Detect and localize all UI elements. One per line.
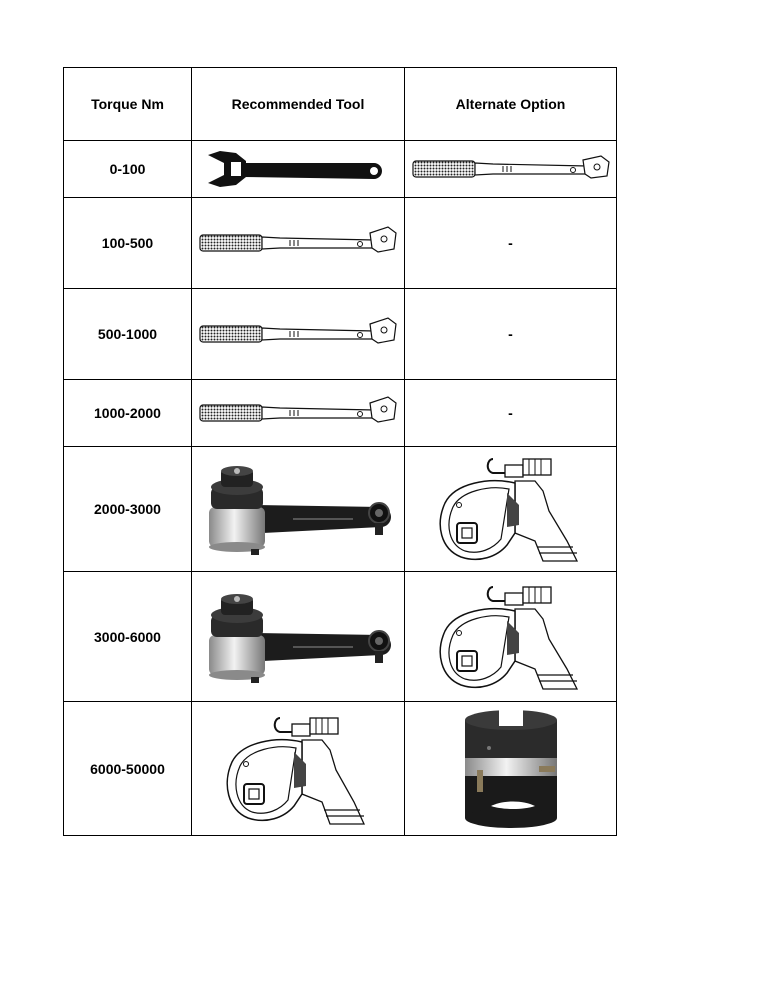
torque-range: 100-500 [64,198,192,289]
recommended-tool-cell [192,447,405,572]
table-row [64,198,617,289]
torque-range: 3000-6000 [64,572,192,702]
torque-range: 6000-50000 [64,702,192,836]
hydraulic-bolt-tensioner-icon [451,708,571,830]
table-row [64,702,617,836]
torque-range: 0-100 [64,141,192,198]
table-row [64,447,617,572]
alternate-option-cell [405,572,617,702]
recommended-tool-cell [192,702,405,836]
hydraulic-torque-wrench-icon [431,453,591,565]
torque-wrench-icon [198,314,398,354]
recommended-tool-cell [192,380,405,447]
torque-wrench-icon [411,152,611,186]
torque-multiplier-icon [201,591,396,683]
header-recommended-tool: Recommended Tool [192,68,405,141]
torque-range: 2000-3000 [64,447,192,572]
table-row [64,141,617,198]
torque-wrench-icon [198,393,398,433]
torque-multiplier-icon [201,463,396,555]
alternate-option-dash: - [405,289,617,380]
table-row [64,572,617,702]
alternate-option-dash: - [405,380,617,447]
alternate-option-cell [405,447,617,572]
table-row [64,289,617,380]
torque-tool-table [63,67,617,836]
header-torque: Torque Nm [64,68,192,141]
torque-range: 500-1000 [64,289,192,380]
recommended-tool-cell [192,289,405,380]
alternate-option-cell [405,702,617,836]
recommended-tool-cell [192,141,405,198]
recommended-tool-cell [192,572,405,702]
torque-wrench-icon [198,223,398,263]
alternate-option-cell [405,141,617,198]
recommended-tool-cell [192,198,405,289]
hydraulic-torque-wrench-icon [431,581,591,693]
table-row [64,380,617,447]
alternate-option-dash: - [405,198,617,289]
torque-range: 1000-2000 [64,380,192,447]
hydraulic-torque-wrench-icon [218,710,378,828]
spanner-icon [206,147,391,191]
table-header-row [64,68,617,141]
header-alternate-option: Alternate Option [405,68,617,141]
